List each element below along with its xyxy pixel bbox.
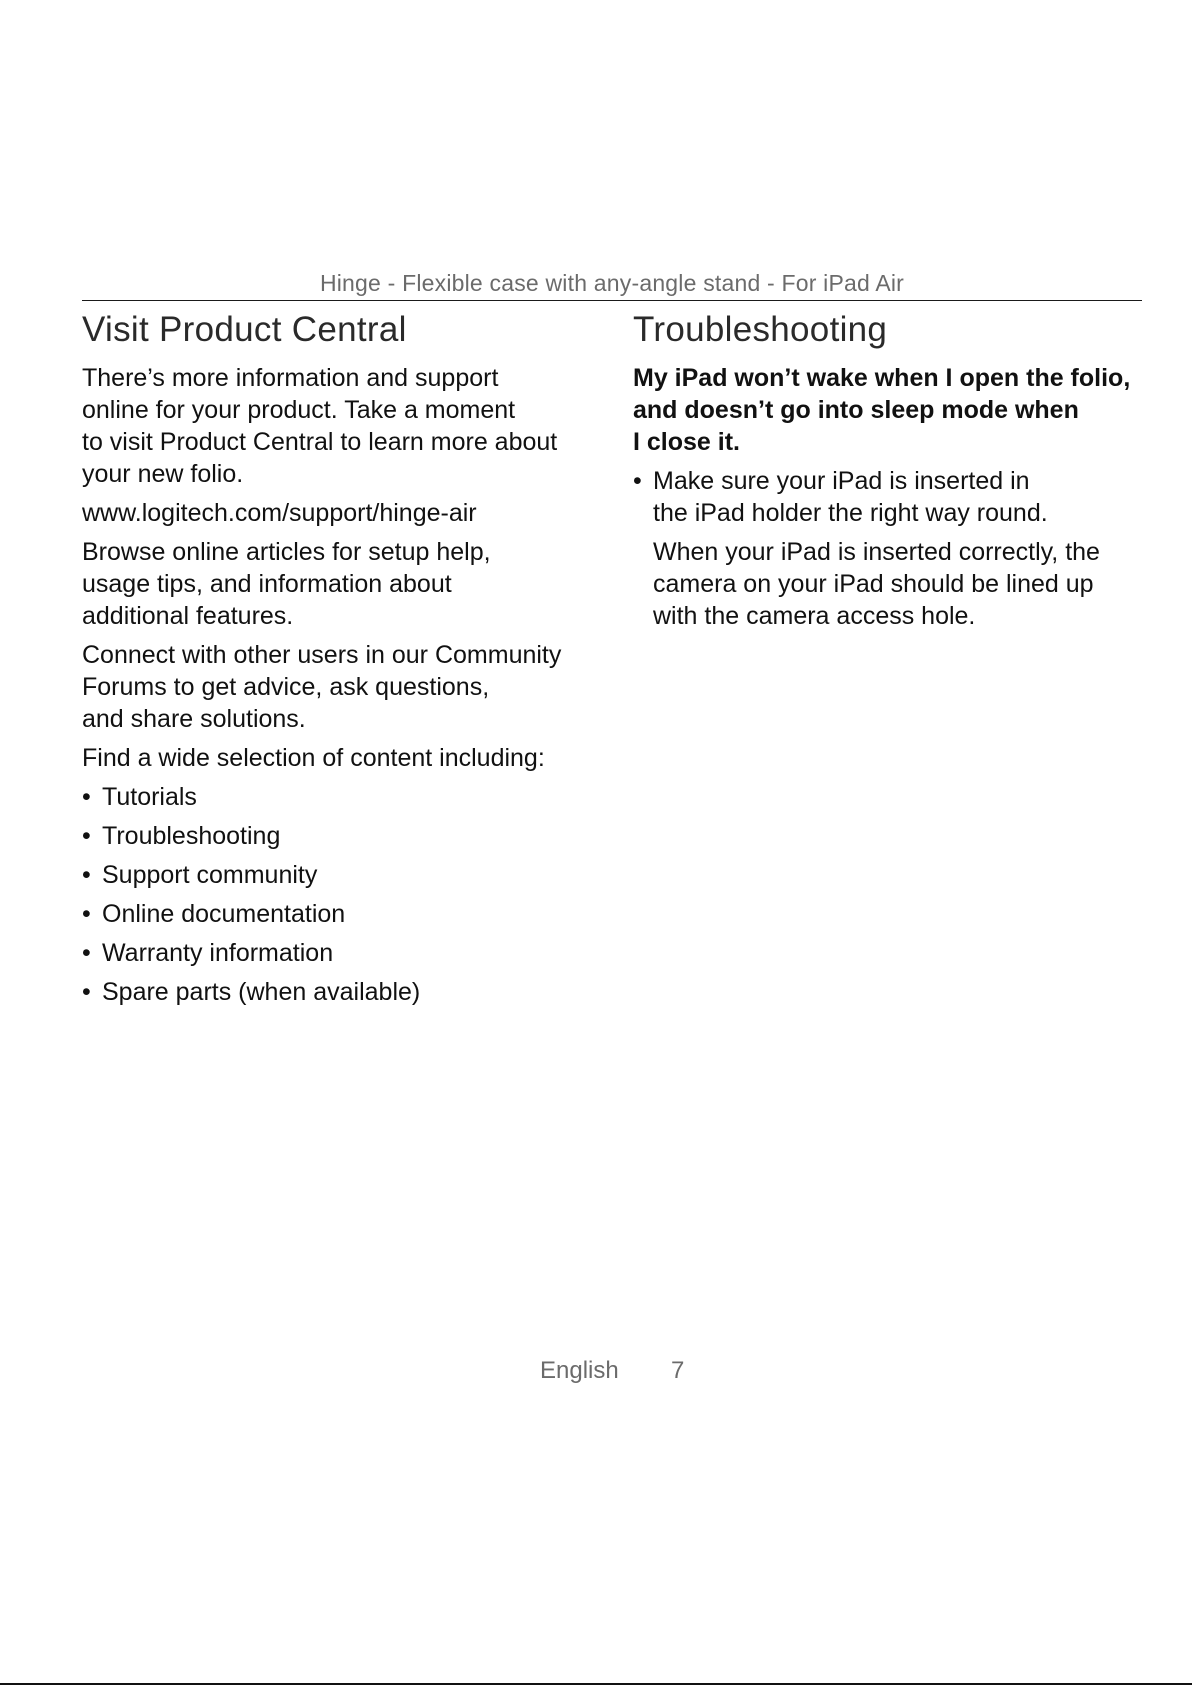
intro-line: There’s more information and support — [82, 364, 499, 392]
support-url[interactable]: www.logitech.com/support/hinge-air — [82, 499, 477, 527]
detail-line: When your iPad is inserted correctly, the — [653, 538, 1100, 566]
connect-line: and share solutions. — [82, 705, 306, 733]
intro-line: to visit Product Central to learn more about — [82, 428, 558, 456]
browse-paragraph — [82, 536, 602, 632]
intro-paragraph — [82, 362, 602, 490]
visit-product-central-section — [82, 308, 602, 1015]
running-header: Hinge - Flexible case with any-angle stand - For iPad Air — [319, 270, 905, 296]
list-item — [82, 976, 602, 1008]
tip-line: the iPad holder the right way round. — [653, 499, 1048, 527]
section-title-visit-product-central: Visit Product Central — [82, 310, 407, 349]
detail-line: with the camera access hole. — [653, 602, 976, 630]
connect-paragraph — [82, 639, 602, 735]
list-item — [633, 465, 1153, 529]
bullet-icon: • — [82, 939, 91, 967]
intro-line: your new folio. — [82, 460, 244, 488]
bullet-icon: • — [82, 978, 91, 1006]
list-item-label: Tutorials — [102, 783, 197, 811]
tip-detail-paragraph — [633, 536, 1153, 632]
browse-line: additional features. — [82, 602, 294, 630]
connect-line: Forums to get advice, ask questions, — [82, 673, 490, 701]
section-title-troubleshooting: Troubleshooting — [633, 310, 888, 349]
list-item-label: Support community — [102, 861, 318, 889]
tip-text — [653, 465, 1153, 529]
bullet-icon: • — [633, 467, 642, 495]
troubleshooting-question — [633, 362, 1153, 458]
find-content-intro: Find a wide selection of content including: — [82, 744, 545, 772]
list-item — [82, 898, 602, 930]
list-item — [82, 859, 602, 891]
question-line: My iPad won’t wake when I open the folio, — [633, 364, 1131, 392]
troubleshooting-tips — [633, 465, 1153, 529]
browse-line: Browse online articles for setup help, — [82, 538, 491, 566]
list-item — [82, 937, 602, 969]
list-item-label: Warranty information — [102, 939, 334, 967]
content-list — [82, 781, 602, 1008]
detail-line: camera on your iPad should be lined up — [653, 570, 1094, 598]
bullet-icon: • — [82, 822, 91, 850]
bullet-icon: • — [82, 900, 91, 928]
question-line: I close it. — [633, 428, 740, 456]
bullet-icon: • — [82, 783, 91, 811]
list-item-label: Spare parts (when available) — [102, 978, 421, 1006]
footer-language: English — [540, 1357, 619, 1384]
tip-line: Make sure your iPad is inserted in — [653, 467, 1030, 495]
connect-line: Connect with other users in our Community — [82, 641, 562, 669]
troubleshooting-section — [633, 308, 1153, 639]
intro-line: online for your product. Take a moment — [82, 396, 516, 424]
list-item-label: Troubleshooting — [102, 822, 281, 850]
list-item-label: Online documentation — [102, 900, 346, 928]
header-divider — [82, 300, 1142, 301]
question-line: and doesn’t go into sleep mode when — [633, 396, 1079, 424]
browse-line: usage tips, and information about — [82, 570, 452, 598]
list-item — [82, 820, 602, 852]
list-item — [82, 781, 602, 813]
bullet-icon: • — [82, 861, 91, 889]
page-number: 7 — [671, 1357, 685, 1384]
